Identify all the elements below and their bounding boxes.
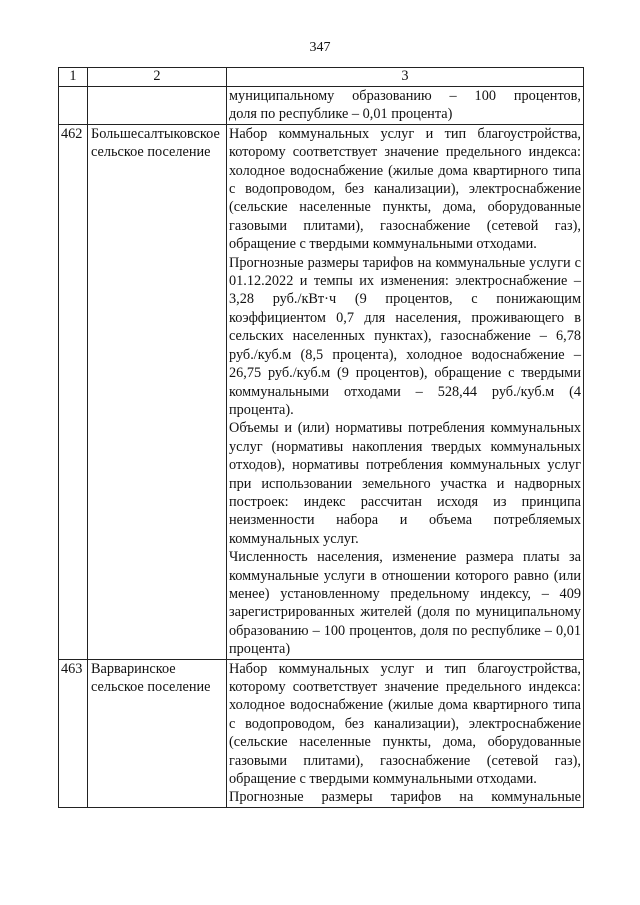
- row-description: [227, 124, 584, 659]
- row-description: [227, 659, 584, 807]
- header-cell-3: 3: [227, 68, 584, 87]
- row-number: 463: [59, 659, 88, 807]
- tariff-table: [58, 67, 584, 808]
- paragraph: Прогнозные размеры тарифов на коммунальные: [229, 789, 581, 806]
- continuation-text: [227, 87, 584, 125]
- paragraph: Прогнозные размеры тарифов на коммунальные услуги с 01.12.2022 и темпы их изменения: электроснабжение – 3,28 руб./кВт·ч (9 процентов, с понижающим коэффициентом 0,7 для населения, проживающего в сельских населенных пунктах), газоснабжение – 6,78 руб./куб.м (8,5 процента), холодное водоснабжение – 26,75 руб./куб.м (9 процентов), обращение с твердыми коммунальными отходами – 528,44 руб./куб.м (4 процента).: [229, 254, 581, 418]
- continuation-line: муниципальному образованию – 100 процентов,: [229, 88, 581, 104]
- table-row: [59, 659, 584, 807]
- continuation-line: доля по республике – 0,01 процента): [229, 106, 453, 123]
- table-header-row: [59, 68, 584, 87]
- paragraph: Набор коммунальных услуг и тип благоустройства, которому соответствует значение предельного индекса: холодное водоснабжение (жилые дома квартирного типа с водопроводом, без канализации), электроснабжение (сельские населенные пункты, дома, оборудованные газовыми плитами), газоснабжение (сетевой газ), обращение с твердыми коммунальными отходами.: [229, 660, 581, 788]
- paragraph: Численность населения, изменение размера платы за коммунальные услуги в отношении которого равно (или менее) установленному предельному индексу, – 409 зарегистрированных жителей (доля по муниципальному образованию – 100 процентов, доля по республике – 0,01 процента): [229, 549, 581, 658]
- header-cell-1: 1: [59, 68, 88, 87]
- paragraph: Объемы и (или) нормативы потребления коммунальных услуг (нормативы накопления твердых коммунальных отходов), нормативы потребления коммунальных услуг при использовании земельного участка и надворных построек: индекс рассчитан исходя из принципа неизменности набора и объема потребляемых коммунальных услуг.: [229, 420, 581, 547]
- settlement-name: Варваринское сельское поселение: [88, 659, 227, 807]
- paragraph: Набор коммунальных услуг и тип благоустройства, которому соответствует значение предельного индекса: холодное водоснабжение (жилые дома квартирного типа с водопроводом, без канализации), электроснабжение (сельские населенные пункты, дома, оборудованные газовыми плитами), газоснабжение (сетевой газ), обращение с твердыми коммунальными отходами.: [229, 125, 581, 253]
- continuation-row: [59, 87, 584, 125]
- row-number: 462: [59, 124, 88, 659]
- header-cell-2: 2: [88, 68, 227, 87]
- page-number: 347: [309, 40, 331, 55]
- settlement-name: Большесалтыковское сельское поселение: [88, 124, 227, 659]
- table-row: [59, 124, 584, 659]
